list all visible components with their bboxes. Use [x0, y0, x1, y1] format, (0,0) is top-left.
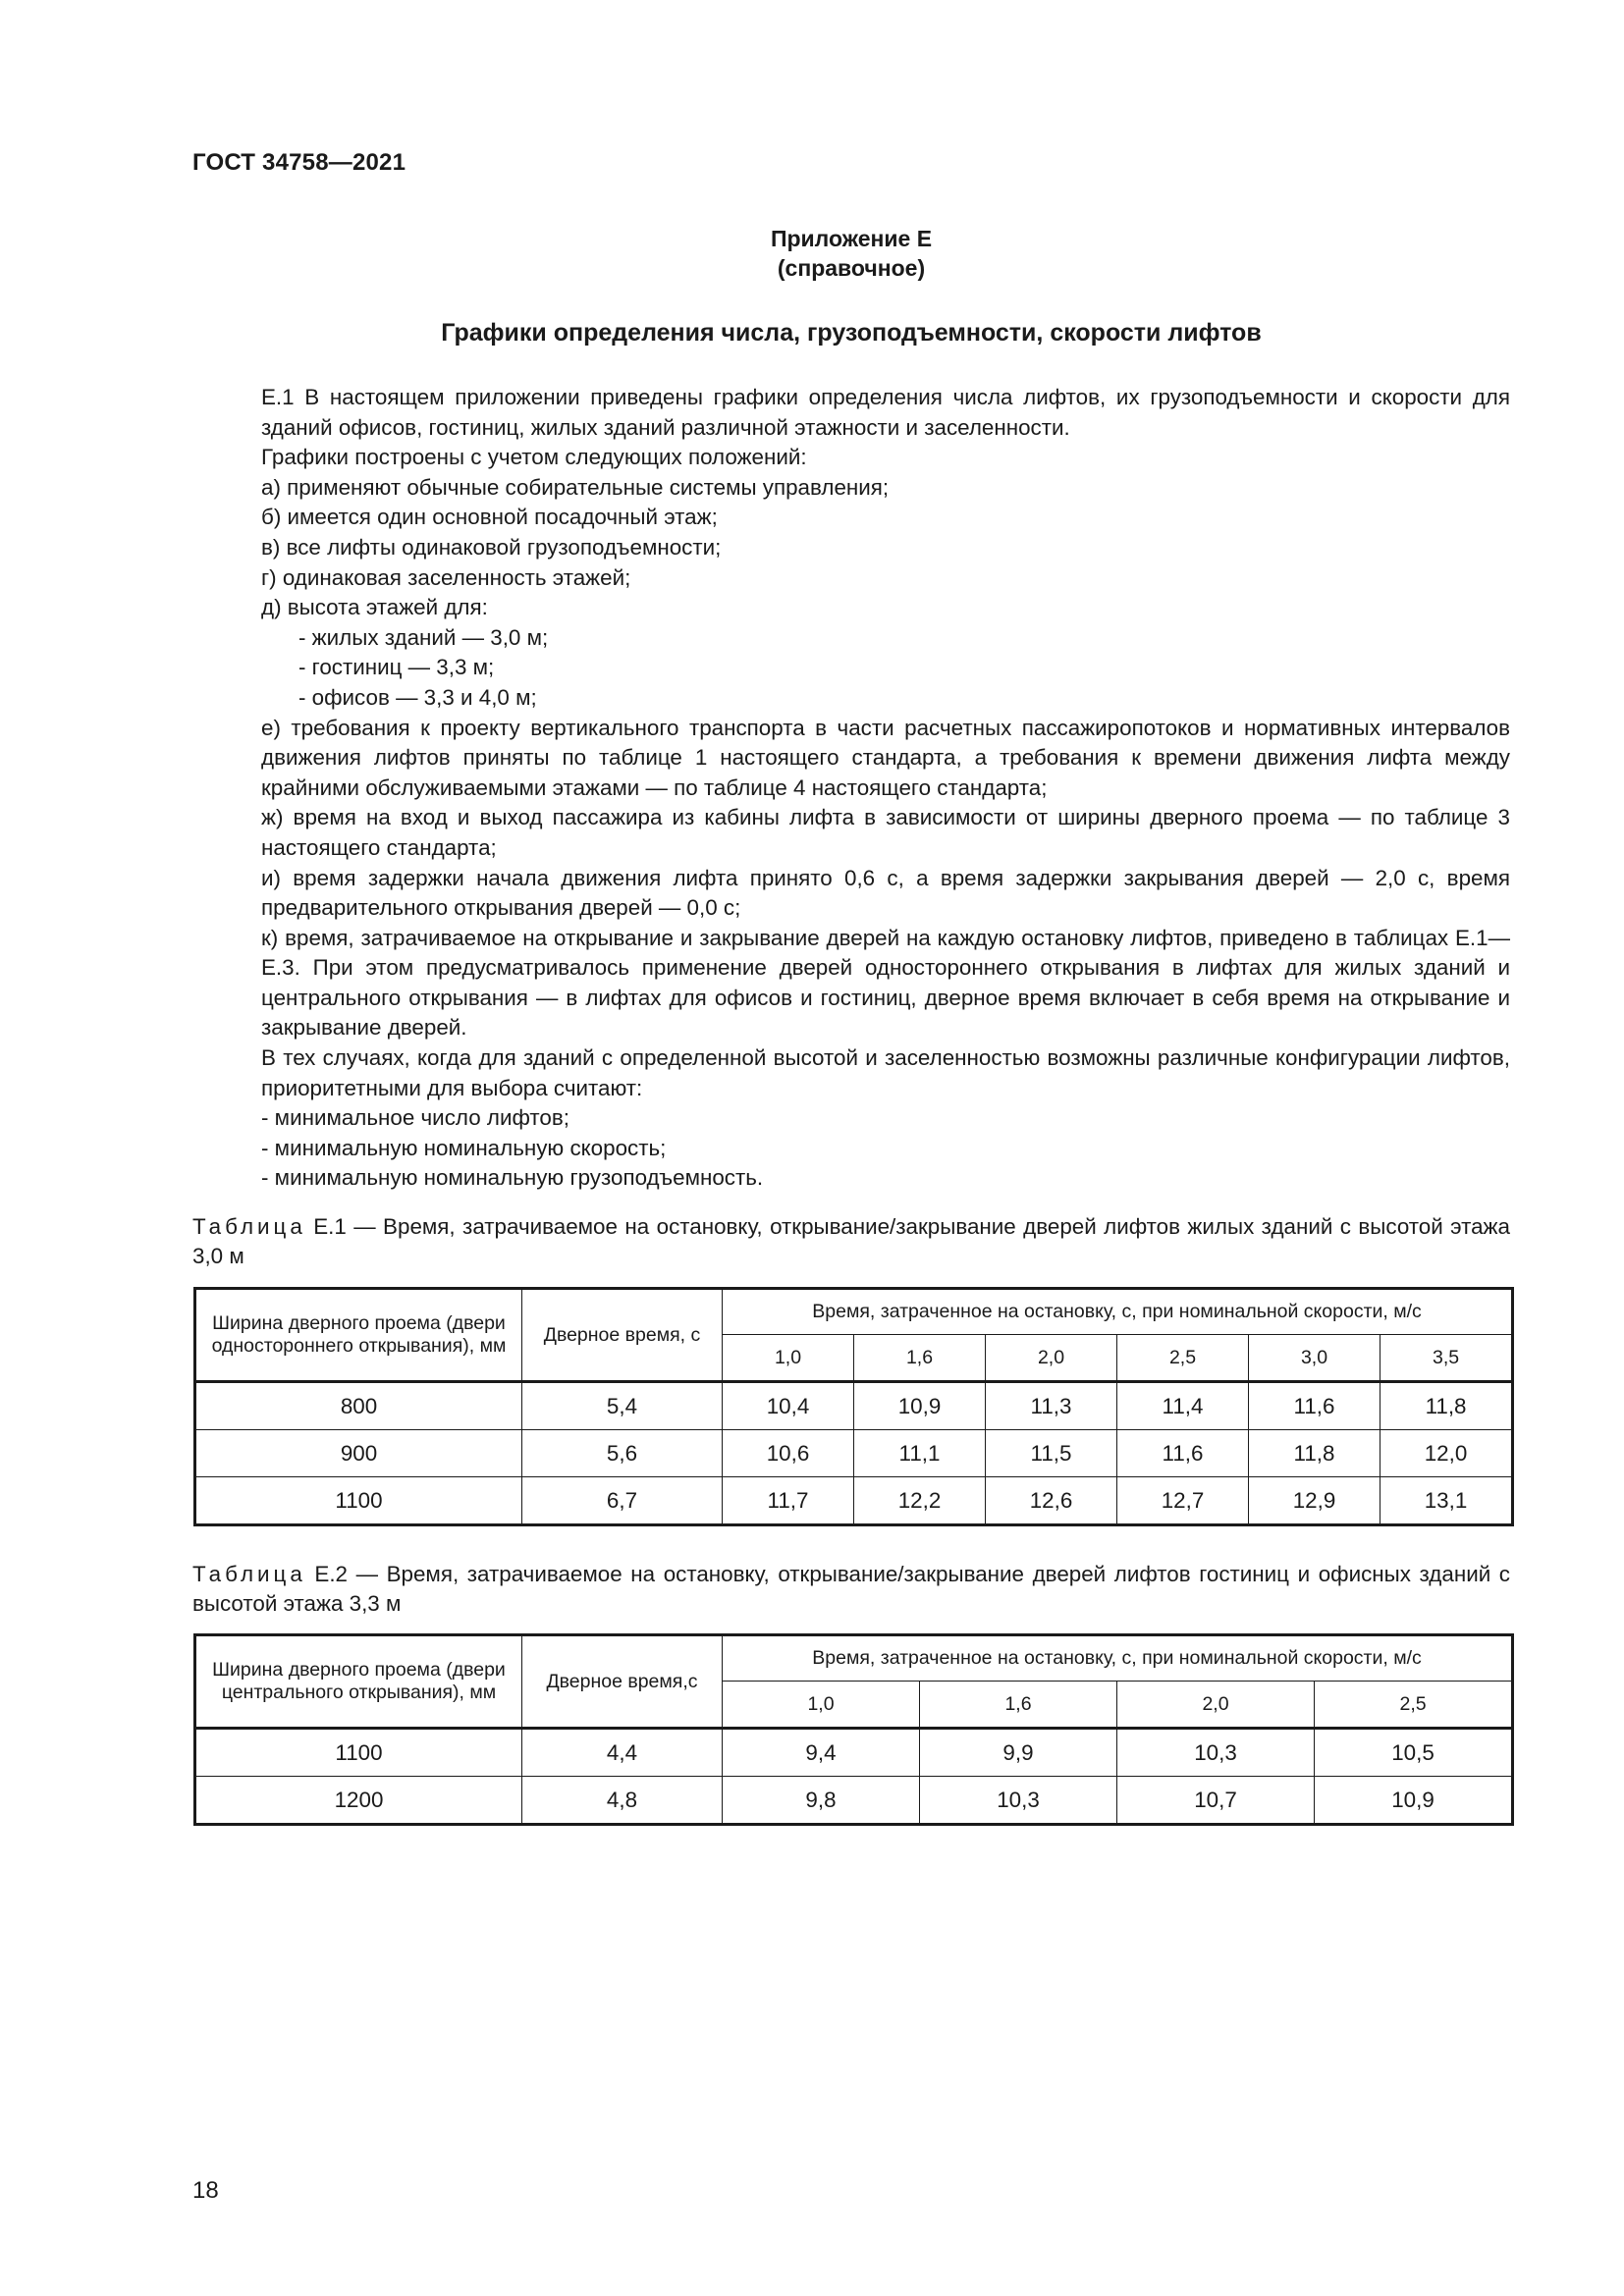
paragraph: е) требования к проекту вертикального транспорта в части расчетных пассажиропотоков и нормативных интервалов движения лифтов приняты по таблице 1 настоящего стандарта, а требования к времени движения лифта между крайними обслуживаемыми этажами — по таблице 4 настоящего стандарта; [261, 715, 1510, 800]
table-row [195, 1430, 1513, 1477]
table-cell: 4,4 [522, 1729, 723, 1777]
table2-caption [192, 1560, 1510, 1619]
table2-caption-text: Е.2 — Время, затрачиваемое на остановку, открывание/закрывание дверей лифтов гостиниц и офисных зданий с высотой этажа 3,3 м [192, 1562, 1510, 1616]
page-number: 18 [192, 2177, 219, 2204]
table-cell: 11,1 [854, 1430, 986, 1477]
paragraph: - минимальное число лифтов; [261, 1105, 569, 1131]
table-cell: 11,6 [1249, 1382, 1380, 1430]
table1-speed-header: 3,0 [1249, 1335, 1380, 1382]
paragraph: Графики построены с учетом следующих положений: [261, 445, 807, 470]
table2-speed-header: 1,6 [920, 1682, 1117, 1729]
paragraph: и) время задержки начала движения лифта принято 0,6 с, а время задержки закрывания дверей — 2,0 с, время предварительного открывания дверей — 0,0 с; [261, 865, 1510, 921]
table-cell: 11,8 [1380, 1382, 1513, 1430]
table1-speed-header: 2,5 [1117, 1335, 1249, 1382]
table-cell: 11,7 [723, 1477, 854, 1525]
table-cell: 1100 [195, 1729, 522, 1777]
section-title: Графики определения числа, грузоподъемности, скорости лифтов [441, 319, 1262, 347]
table1-caption-text: Е.1 — Время, затрачиваемое на остановку, открывание/закрывание дверей лифтов жилых зданий с высотой этажа 3,0 м [192, 1214, 1510, 1268]
table-cell: 800 [195, 1382, 522, 1430]
table-row [195, 1777, 1513, 1825]
table1-caption [192, 1212, 1510, 1271]
paragraph: - жилых зданий — 3,0 м; [298, 624, 549, 650]
table-cell: 12,6 [986, 1477, 1117, 1525]
table-cell: 12,7 [1117, 1477, 1249, 1525]
table-cell: 12,9 [1249, 1477, 1380, 1525]
table-cell: 13,1 [1380, 1477, 1513, 1525]
paragraph: к) время, затрачиваемое на открывание и закрывание дверей на каждую остановку лифтов, приведено в таблицах Е.1—Е.3. При этом предусматривалось применение дверей одностороннего открывания в лифтах для жилых зданий и центрального открывания — в лифтах для офисов и гостиниц, дверное время включает в себя время на открывание и закрывание дверей. [261, 925, 1510, 1041]
paragraph: ж) время на вход и выход пассажира из кабины лифта в зависимости от ширины дверного проема — по таблице 3 настоящего стандарта; [261, 805, 1510, 860]
table-row [195, 1382, 1513, 1430]
table2-speed-header: 2,5 [1315, 1682, 1513, 1729]
paragraph: в) все лифты одинаковой грузоподъемности; [261, 534, 722, 560]
table-row [195, 1477, 1513, 1525]
paragraph: - минимальную номинальную грузоподъемность. [261, 1165, 764, 1191]
table2-header-group: Время, затраченное на остановку, с, при номинальной скорости, м/с [723, 1635, 1513, 1682]
table-cell: 10,7 [1117, 1777, 1315, 1825]
annex-title: Приложение Е [770, 226, 933, 251]
paragraph: б) имеется один основной посадочный этаж; [261, 505, 718, 530]
table1-speed-header: 1,0 [723, 1335, 854, 1382]
table2-speed-header: 2,0 [1117, 1682, 1315, 1729]
table-cell: 12,2 [854, 1477, 986, 1525]
table-cell: 12,0 [1380, 1430, 1513, 1477]
annex-heading [192, 224, 1510, 283]
table2-speed-header: 1,0 [723, 1682, 920, 1729]
paragraph: г) одинаковая заселенность этажей; [261, 564, 631, 590]
table-cell: 11,8 [1249, 1430, 1380, 1477]
table-cell: 10,6 [723, 1430, 854, 1477]
paragraph: Е.1 В настоящем приложении приведены графики определения числа лифтов, их грузоподъемности и скорости для зданий офисов, гостиниц, жилых зданий различной этажности и заселенности. [261, 385, 1510, 440]
table-cell: 11,6 [1117, 1430, 1249, 1477]
table-cell: 10,9 [1315, 1777, 1513, 1825]
paragraph: - минимальную номинальную скорость; [261, 1135, 667, 1160]
annex-type: (справочное) [777, 255, 926, 281]
table-cell: 4,8 [522, 1777, 723, 1825]
table-cell: 9,4 [723, 1729, 920, 1777]
paragraph: д) высота этажей для: [261, 595, 488, 620]
table-cell: 10,5 [1315, 1729, 1513, 1777]
table-cell: 5,6 [522, 1430, 723, 1477]
table-cell: 11,5 [986, 1430, 1117, 1477]
table1-header-door-time: Дверное время, с [522, 1289, 723, 1382]
paragraph: а) применяют обычные собирательные системы управления; [261, 474, 890, 500]
table-cell: 11,3 [986, 1382, 1117, 1430]
table-cell: 10,4 [723, 1382, 854, 1430]
paragraph: - гостиниц — 3,3 м; [298, 655, 495, 680]
table-cell: 10,3 [1117, 1729, 1315, 1777]
table-e2 [193, 1633, 1514, 1826]
table-cell: 10,3 [920, 1777, 1117, 1825]
table2-header-door-time: Дверное время,с [522, 1635, 723, 1729]
table-row [195, 1729, 1513, 1777]
table-e1 [193, 1287, 1514, 1526]
table-cell: 10,9 [854, 1382, 986, 1430]
table-cell: 11,4 [1117, 1382, 1249, 1430]
table-cell: 5,4 [522, 1382, 723, 1430]
table1-speed-header: 1,6 [854, 1335, 986, 1382]
table-cell: 9,9 [920, 1729, 1117, 1777]
table-cell: 1200 [195, 1777, 522, 1825]
paragraph: В тех случаях, когда для зданий с определенной высотой и заселенностью возможны различные конфигурации лифтов, приоритетными для выбора считают: [261, 1045, 1510, 1100]
table-cell: 1100 [195, 1477, 522, 1525]
table-cell: 9,8 [723, 1777, 920, 1825]
body-text [192, 383, 1510, 1194]
table1-caption-word: Таблица [192, 1214, 306, 1239]
table1-header-width: Ширина дверного проема (двери одностороннего открывания), мм [195, 1289, 522, 1382]
table1-header-group: Время, затраченное на остановку, с, при номинальной скорости, м/с [723, 1289, 1513, 1335]
table2-caption-word: Таблица [192, 1562, 306, 1586]
table1-speed-header: 3,5 [1380, 1335, 1513, 1382]
table1-speed-header: 2,0 [986, 1335, 1117, 1382]
paragraph: - офисов — 3,3 и 4,0 м; [298, 684, 537, 710]
table-cell: 6,7 [522, 1477, 723, 1525]
table-cell: 900 [195, 1430, 522, 1477]
standard-header: ГОСТ 34758—2021 [192, 149, 406, 176]
table2-header-width: Ширина дверного проема (двери центрального открывания), мм [195, 1635, 522, 1729]
